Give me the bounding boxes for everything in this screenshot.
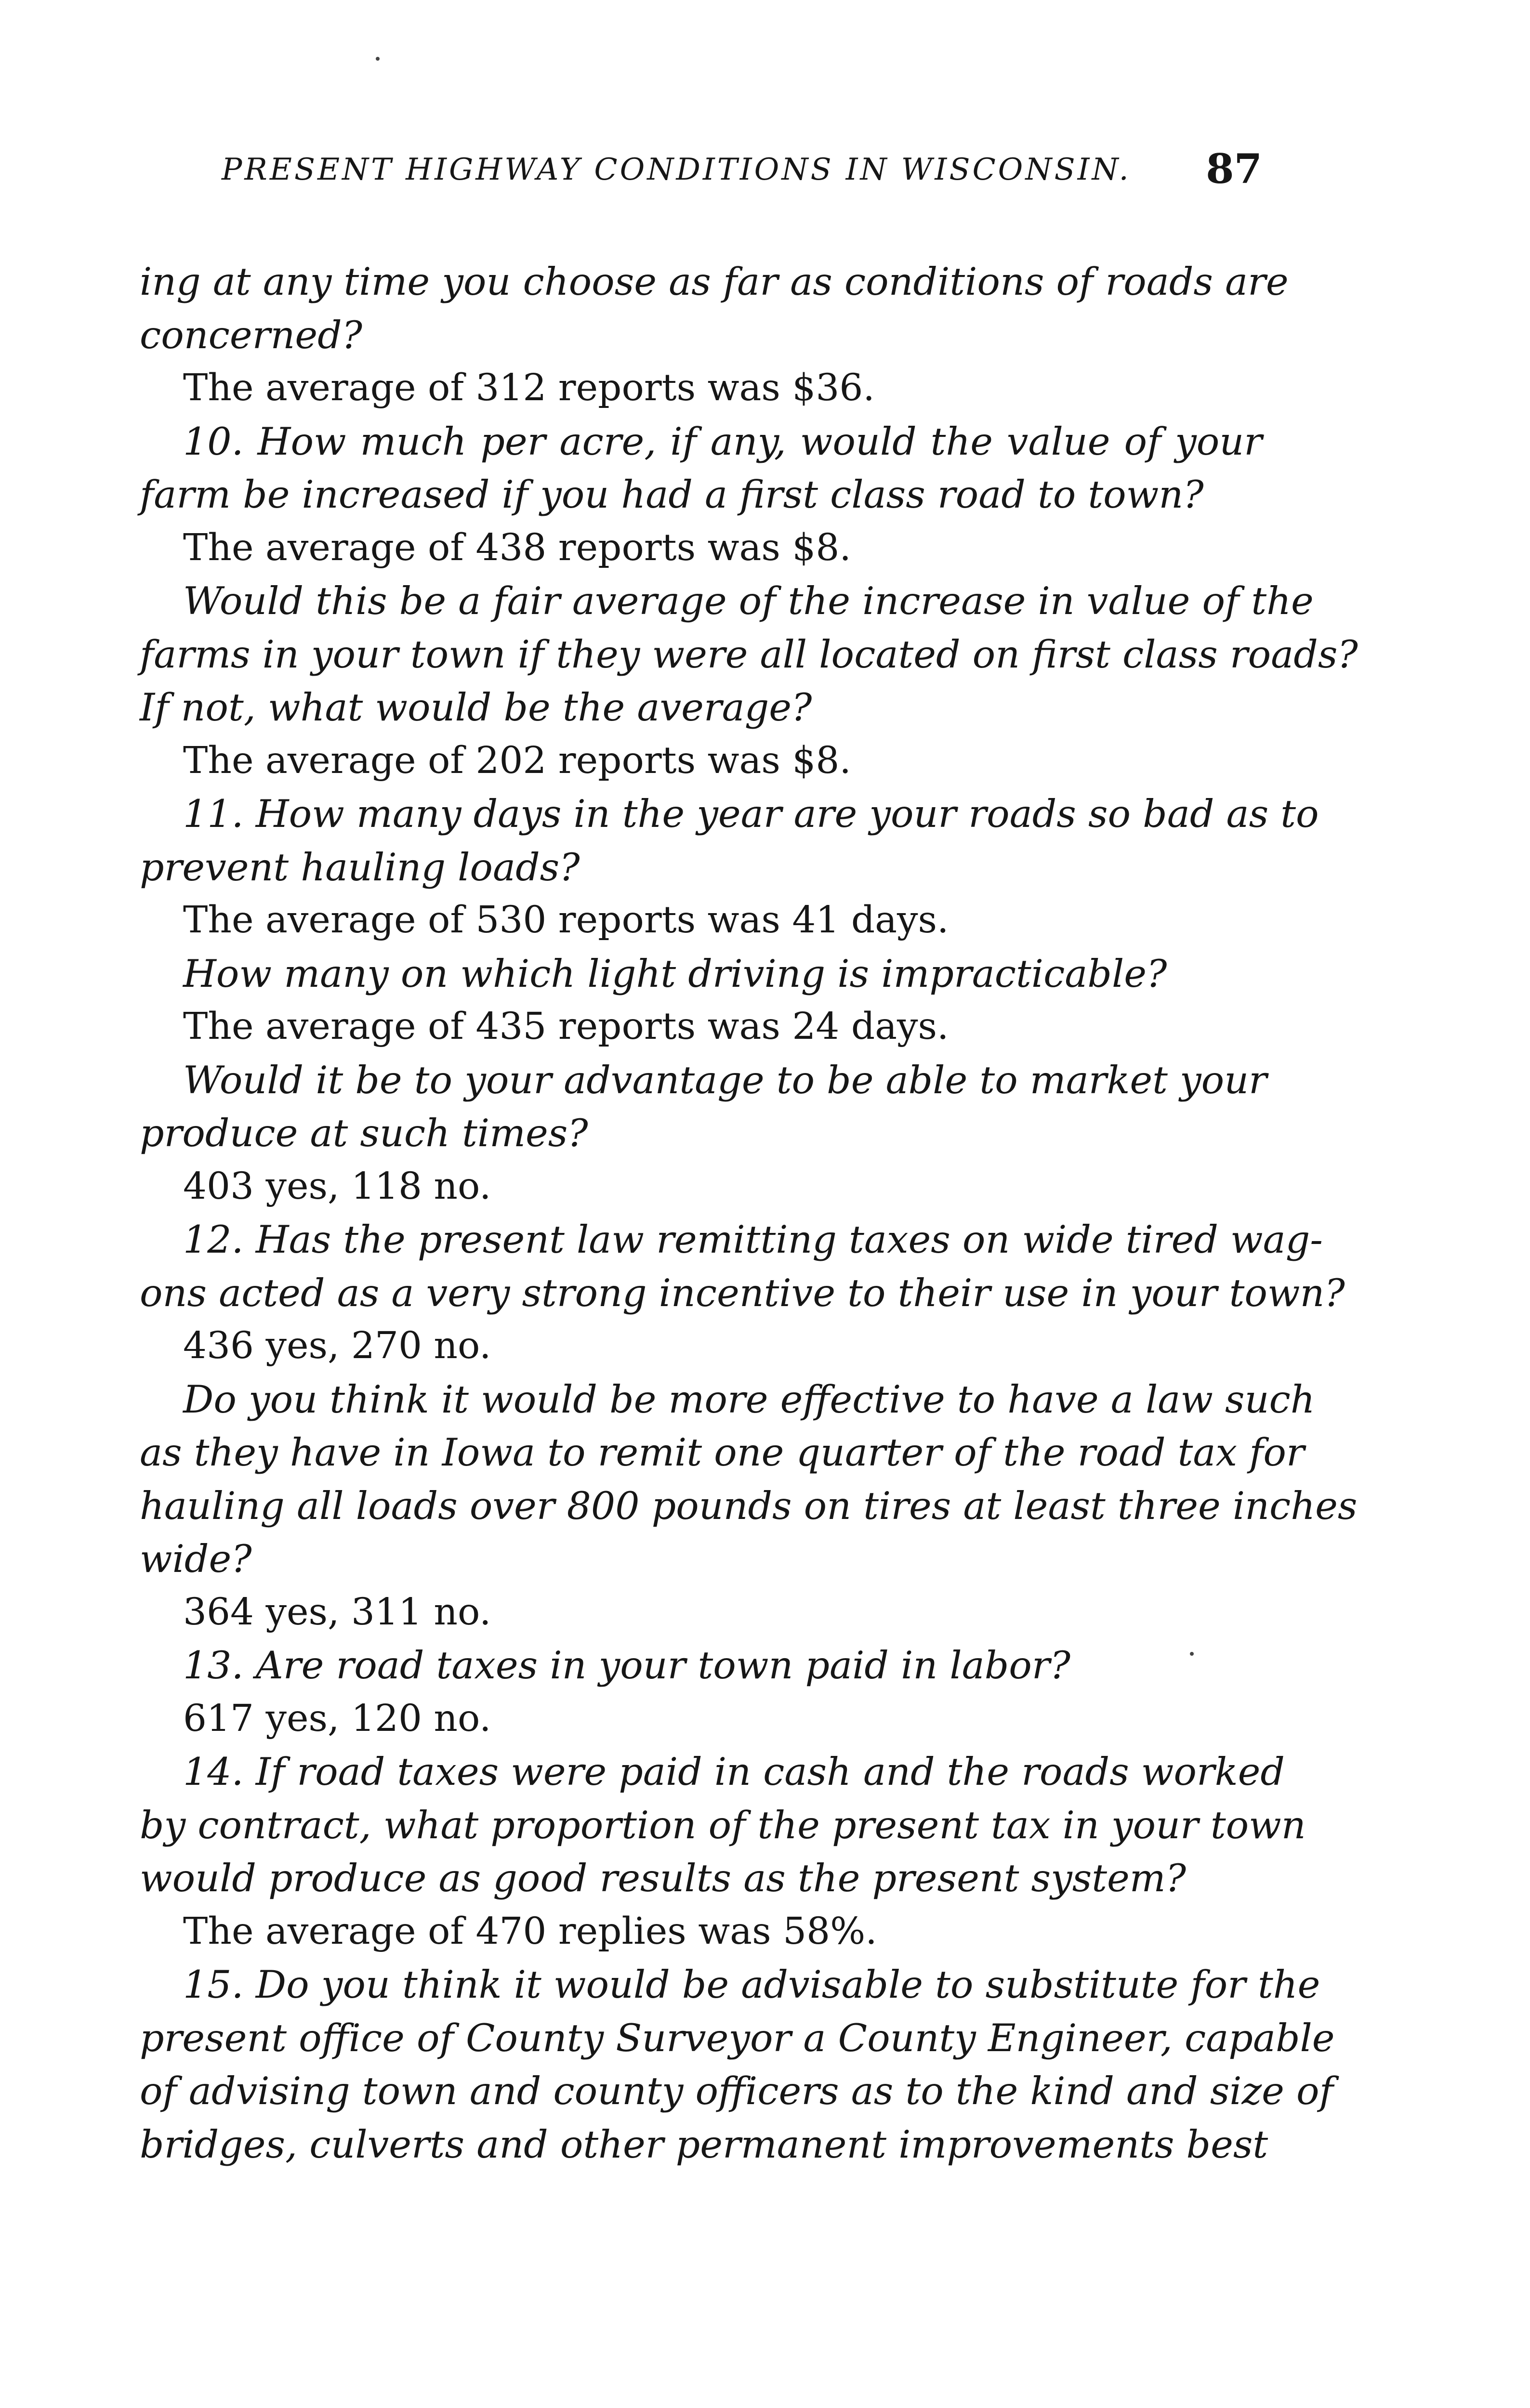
text-line: produce at such times? [140,1111,588,1155]
page-number: 87 [1206,145,1262,193]
speck-mark [376,57,380,61]
text-line: present office of County Surveyor a County Engineer, capable [140,2016,1335,2060]
text-line: 12. Has the present law remitting taxes on wide tired wag- [183,1217,1323,1262]
text-line: The average of 530 reports was 41 days. [183,899,949,942]
text-line: 436 yes, 270 no. [183,1324,491,1367]
text-line: 617 yes, 120 no. [183,1697,491,1740]
running-head: PRESENT HIGHWAY CONDITIONS IN WISCONSIN. [222,152,1131,187]
text-line: as they have in Iowa to remit one quarter of the road tax for [140,1430,1305,1475]
text-line: 13. Are road taxes in your town paid in labor? [183,1643,1070,1688]
text-line: 11. How many days in the year are your roads so bad as to [183,792,1319,836]
text-line: 10. How much per acre, if any, would the value of your [183,419,1262,464]
text-line: would produce as good results as the present system? [140,1856,1187,1900]
text-line: ing at any time you choose as far as conditions of roads are [140,260,1289,304]
text-line: concerned? [140,313,363,357]
text-line: If not, what would be the average? [140,685,812,730]
text-line: 14. If road taxes were paid in cash and the roads worked [183,1750,1285,1794]
text-line: Would this be a fair average of the increase in value of the [183,579,1314,623]
text-line: 403 yes, 118 no. [183,1165,491,1208]
page-header [140,142,1262,205]
text-line: farms in your town if they were all located on first class roads? [140,632,1358,677]
text-line: Do you think it would be more effective to have a law such [183,1377,1315,1422]
text-line: ons acted as a very strong incentive to their use in your town? [140,1271,1345,1315]
text-line: prevent hauling loads? [140,845,580,890]
text-line: bridges, culverts and other permanent improvements best [140,2122,1268,2167]
text-line: 364 yes, 311 no. [183,1591,491,1634]
text-line: by contract, what proportion of the present tax in your town [140,1803,1306,1847]
text-line: The average of 312 reports was $36. [183,366,875,409]
text-line: wide? [140,1537,252,1581]
text-line: of advising town and county officers as to the kind and size of [140,2069,1333,2113]
text-line: How many on which light driving is impracticable? [183,952,1167,996]
text-line: The average of 435 reports was 24 days. [183,1005,949,1048]
text-line: The average of 438 reports was $8. [183,526,851,569]
text-line: farm be increased if you had a first class road to town? [140,472,1204,517]
text-line: hauling all loads over 800 pounds on tires at least three inches [140,1484,1358,1528]
text-line: 15. Do you think it would be advisable to substitute for the [183,1963,1320,2007]
text-line: The average of 202 reports was $8. [183,739,851,782]
text-line: The average of 470 replies was 58%. [183,1910,877,1953]
text-line: Would it be to your advantage to be able to market your [183,1058,1267,1102]
